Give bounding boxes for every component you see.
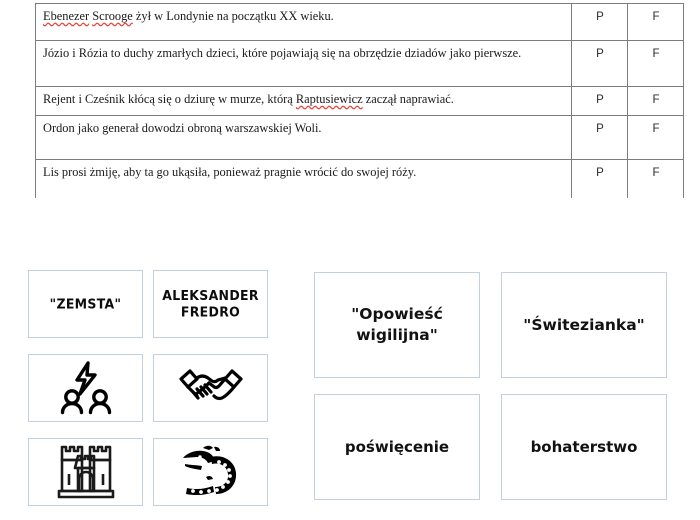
handshake-icon bbox=[154, 355, 267, 421]
card-zemsta[interactable] bbox=[28, 270, 143, 338]
card-switezianka[interactable] bbox=[501, 272, 667, 378]
table-row bbox=[36, 87, 684, 116]
table-row bbox=[36, 116, 684, 160]
card-label: poświęcenie bbox=[344, 437, 450, 456]
misspelled-word: Scrooge bbox=[92, 9, 133, 23]
mark-false-cell[interactable]: F bbox=[628, 116, 684, 160]
misspelled-word: Ebenezer bbox=[43, 9, 90, 23]
card-bohaterstwo[interactable] bbox=[501, 394, 667, 500]
mark-false-cell[interactable]: F bbox=[628, 4, 684, 41]
mark-false-cell[interactable]: F bbox=[628, 41, 684, 87]
statement-text: żył w Londynie na początku XX wieku. bbox=[132, 9, 334, 23]
statement-text: Rejent i Cześnik kłócą się o dziurę w murze, którą bbox=[43, 92, 296, 106]
card-label: ALEKSANDER FREDRO bbox=[162, 287, 259, 320]
mark-true-cell[interactable]: P bbox=[572, 160, 628, 199]
castle-icon bbox=[29, 439, 142, 505]
true-false-table bbox=[35, 3, 684, 198]
statement-cell: Lis prosi żmiję, aby ta go ukąsiła, ponieważ pragnie wrócić do swojej róży. bbox=[36, 160, 572, 199]
statement-cell: Józio i Rózia to duchy zmarłych dzieci, które pojawiają się na obrzędzie dziadów jako pierwsze. bbox=[36, 41, 572, 87]
card-label: "Świtezianka" bbox=[523, 315, 645, 334]
mark-true-cell[interactable]: P bbox=[572, 4, 628, 41]
card-label: "ZEMSTA" bbox=[49, 295, 122, 312]
table-row bbox=[36, 4, 684, 41]
statement-cell: Ordon jako generał dowodzi obroną warszawskiej Woli. bbox=[36, 116, 572, 160]
card-castle[interactable] bbox=[28, 438, 143, 506]
table-row bbox=[36, 160, 684, 199]
mark-true-cell[interactable]: P bbox=[572, 41, 628, 87]
card-dragon[interactable] bbox=[153, 438, 268, 506]
card-aleksander-fredro[interactable] bbox=[153, 270, 268, 338]
card-conflict[interactable] bbox=[28, 354, 143, 422]
statement-text-tail: zaczął naprawiać. bbox=[362, 92, 454, 106]
mark-true-cell[interactable]: P bbox=[572, 116, 628, 160]
statement-cell bbox=[36, 87, 572, 116]
card-poswiecenie[interactable] bbox=[314, 394, 480, 500]
table-row bbox=[36, 41, 684, 87]
mark-false-cell[interactable]: F bbox=[628, 160, 684, 199]
card-opowiesc-wigilijna[interactable] bbox=[314, 272, 480, 378]
card-label: "Opowieść wigilijna" bbox=[351, 305, 443, 344]
misspelled-word: Raptusiewicz bbox=[295, 92, 363, 106]
mark-true-cell[interactable]: P bbox=[572, 87, 628, 116]
card-label: bohaterstwo bbox=[530, 437, 638, 456]
mark-false-cell[interactable]: F bbox=[628, 87, 684, 116]
conflict-icon bbox=[29, 355, 142, 421]
statement-cell bbox=[36, 4, 572, 41]
dragon-icon bbox=[154, 439, 267, 505]
card-handshake[interactable] bbox=[153, 354, 268, 422]
